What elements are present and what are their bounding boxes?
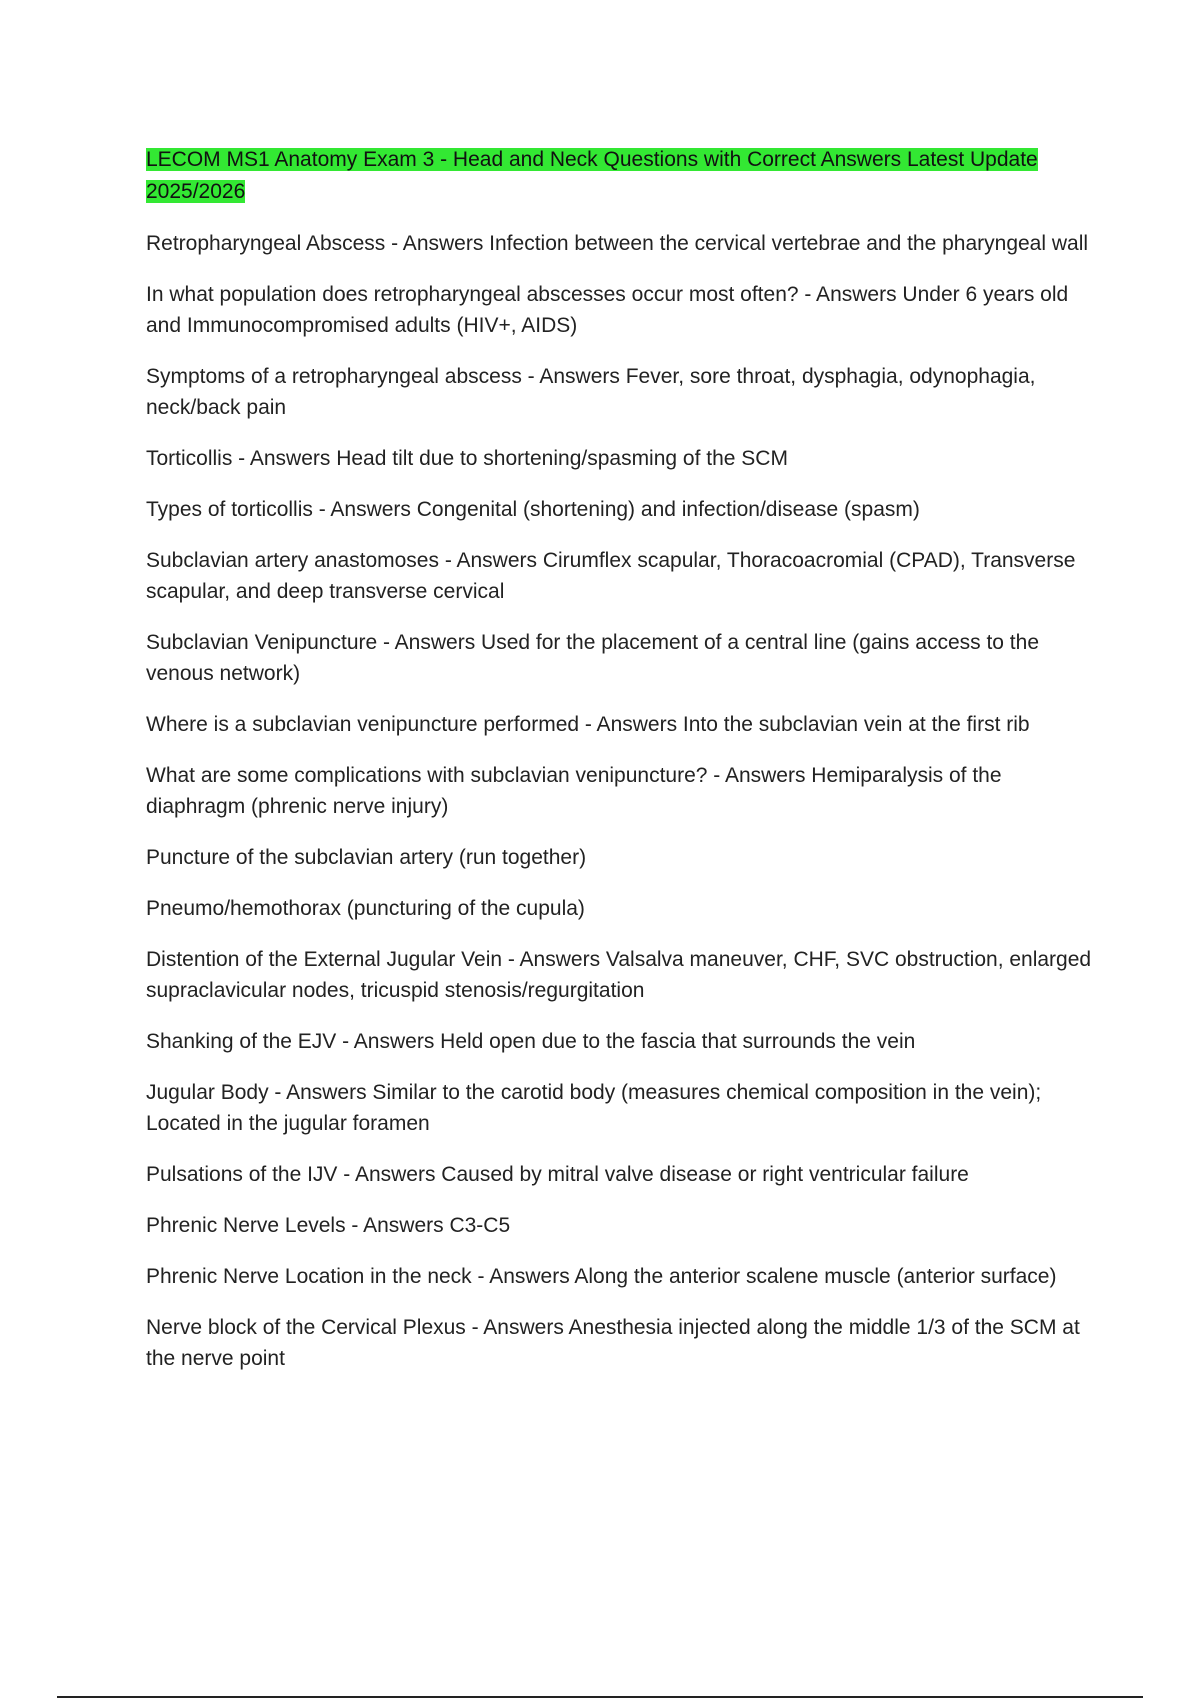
qa-entry: Retropharyngeal Abscess - Answers Infection between the cervical vertebrae and the pharyngeal wall — [146, 232, 1089, 255]
qa-entry: In what population does retropharyngeal abscesses occur most often? - Answers Under 6 years old and Immunocompromised adults (HIV+, AIDS) — [146, 283, 1069, 337]
qa-entry: Symptoms of a retropharyngeal abscess - Answers Fever, sore throat, dysphagia, odynophagia, neck/back pain — [146, 365, 1036, 419]
qa-entry: Nerve block of the Cervical Plexus - Answers Anesthesia injected along the middle 1/3 of the SCM at the nerve point — [146, 1316, 1080, 1370]
title-highlight: LECOM MS1 Anatomy Exam 3 - Head and Neck Questions with Correct Answers Latest Update 2025/2026 — [146, 148, 1038, 203]
qa-entry: Types of torticollis - Answers Congenital (shortening) and infection/disease (spasm) — [146, 498, 920, 521]
qa-entry: Puncture of the subclavian artery (run together) — [146, 846, 587, 869]
footer-divider — [57, 1696, 1143, 1698]
qa-entry: Phrenic Nerve Location in the neck - Answers Along the anterior scalene muscle (anterior surface) — [146, 1265, 1057, 1288]
document-title — [146, 144, 1106, 208]
qa-entry: Phrenic Nerve Levels - Answers C3-C5 — [146, 1214, 511, 1237]
qa-entry: Distention of the External Jugular Vein - Answers Valsalva maneuver, CHF, SVC obstruction, enlarged supraclavicular nodes, tricuspid stenosis/regurgitation — [146, 948, 1092, 1002]
qa-entry: Torticollis - Answers Head tilt due to shortening/spasming of the SCM — [146, 447, 788, 470]
qa-entry: Pneumo/hemothorax (puncturing of the cupula) — [146, 897, 585, 920]
qa-entry: Where is a subclavian venipuncture performed - Answers Into the subclavian vein at the first rib — [146, 713, 1030, 736]
qa-entry: Subclavian artery anastomoses - Answers Cirumflex scapular, Thoracoacromial (CPAD), Transverse scapular, and deep transverse cervical — [146, 549, 1076, 603]
qa-entry: Pulsations of the IJV - Answers Caused by mitral valve disease or right ventricular failure — [146, 1163, 969, 1186]
qa-entry: Jugular Body - Answers Similar to the carotid body (measures chemical composition in the vein); Located in the jugular foramen — [146, 1081, 1042, 1135]
qa-entry: Subclavian Venipuncture - Answers Used for the placement of a central line (gains access to the venous network) — [146, 631, 1039, 685]
document-content — [146, 144, 1106, 1394]
qa-entry: Shanking of the EJV - Answers Held open due to the fascia that surrounds the vein — [146, 1030, 916, 1053]
qa-entry: What are some complications with subclavian venipuncture? - Answers Hemiparalysis of the diaphragm (phrenic nerve injury) — [146, 764, 1002, 818]
